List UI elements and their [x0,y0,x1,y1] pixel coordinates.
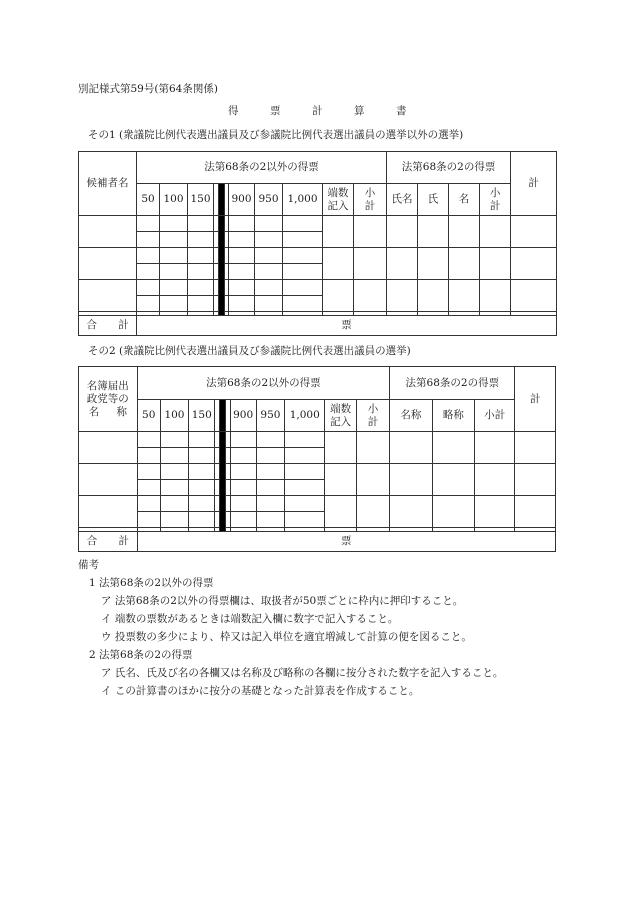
count-header: 1,000 [285,400,325,432]
fraction-header: 端数 記入 [325,400,356,432]
total-header: 計 [515,367,556,432]
count-header: 900 [229,184,255,216]
note-item: ウ 投票数の多少により、枠又は記入単位を適宜増減して計算の便を図ること。 [101,631,472,643]
entry-name-cell [79,496,138,528]
fraction-header: 端数 記入 [323,184,354,216]
group-b-header: 法第68条の2の得票 [387,152,511,184]
title-char: 計 [312,105,323,117]
count-header: 100 [160,400,188,432]
count-header: 150 [188,184,214,216]
section1-caption: その1 (衆議院比例代表選出議員及び参議院比例代表選出議員の選挙以外の選挙) [88,129,464,141]
subtotal-header: 小 計 [356,400,389,432]
section2-caption: その2 (衆議院比例代表選出議員及び参議院比例代表選出議員の選挙) [88,345,411,357]
group-b-header: 法第68条の2の得票 [390,367,515,400]
group-a-header: 法第68条の2以外の得票 [137,367,390,400]
subtotal-header: 小 計 [480,184,511,216]
party-name-header: 名簿届出 政党等の 名 称 [79,367,138,432]
b-col-header: 名称 [390,400,432,432]
sum-row-label: 合 計 [79,316,137,336]
b-col-header: 氏名 [387,184,418,216]
group-a-header: 法第68条の2以外の得票 [137,152,387,184]
sum-row-unit: 票 [137,532,555,552]
entry-name-cell [79,432,138,464]
b-col-header: 小計 [475,400,515,432]
b-col-header: 氏 [418,184,449,216]
count-header: 150 [189,400,215,432]
title-char: 算 [354,105,365,117]
count-header: 50 [137,184,160,216]
notes-heading: 備考 [78,559,99,571]
vote-count-table-2 [78,366,556,552]
count-header: 950 [256,400,284,432]
sum-row-unit: 票 [137,316,557,336]
note-item: 1 法第68条の2以外の得票 [89,577,214,589]
b-col-header: 名 [449,184,480,216]
title-char: 得 [228,105,239,117]
note-item: ア 氏名、氏及び名の各欄又は名称及び略称の各欄に按分された数字を記入すること。 [101,667,504,679]
count-header: 1,000 [283,184,323,216]
sum-row-label: 合 計 [79,532,138,552]
note-item: イ 端数の票数があるときは端数記入欄に数字で記入すること。 [101,613,399,625]
vote-count-table-1 [78,151,557,336]
document-title [0,104,630,118]
b-col-header: 略称 [432,400,474,432]
entry-name-cell [79,216,137,248]
title-char: 書 [396,105,407,117]
entry-name-cell [79,248,137,280]
count-header: 950 [255,184,283,216]
total-header: 計 [511,152,557,216]
note-item: 2 法第68条の2の得票 [89,649,193,661]
candidate-name-header: 候補者名 [79,152,137,216]
title-char: 票 [270,105,281,117]
note-item: イ この計算書のほかに按分の基礎となった計算表を作成すること。 [101,685,420,697]
count-header: 100 [160,184,188,216]
count-header: 900 [230,400,256,432]
form-number: 別記様式第59号(第64条関係) [78,83,218,95]
entry-name-cell [79,280,137,312]
entry-name-cell [79,464,138,496]
note-item: ア 法第68条の2以外の得票欄は、取扱者が50票ごとに枠内に押印すること。 [101,595,464,607]
subtotal-header: 小 計 [354,184,387,216]
count-header: 50 [137,400,160,432]
